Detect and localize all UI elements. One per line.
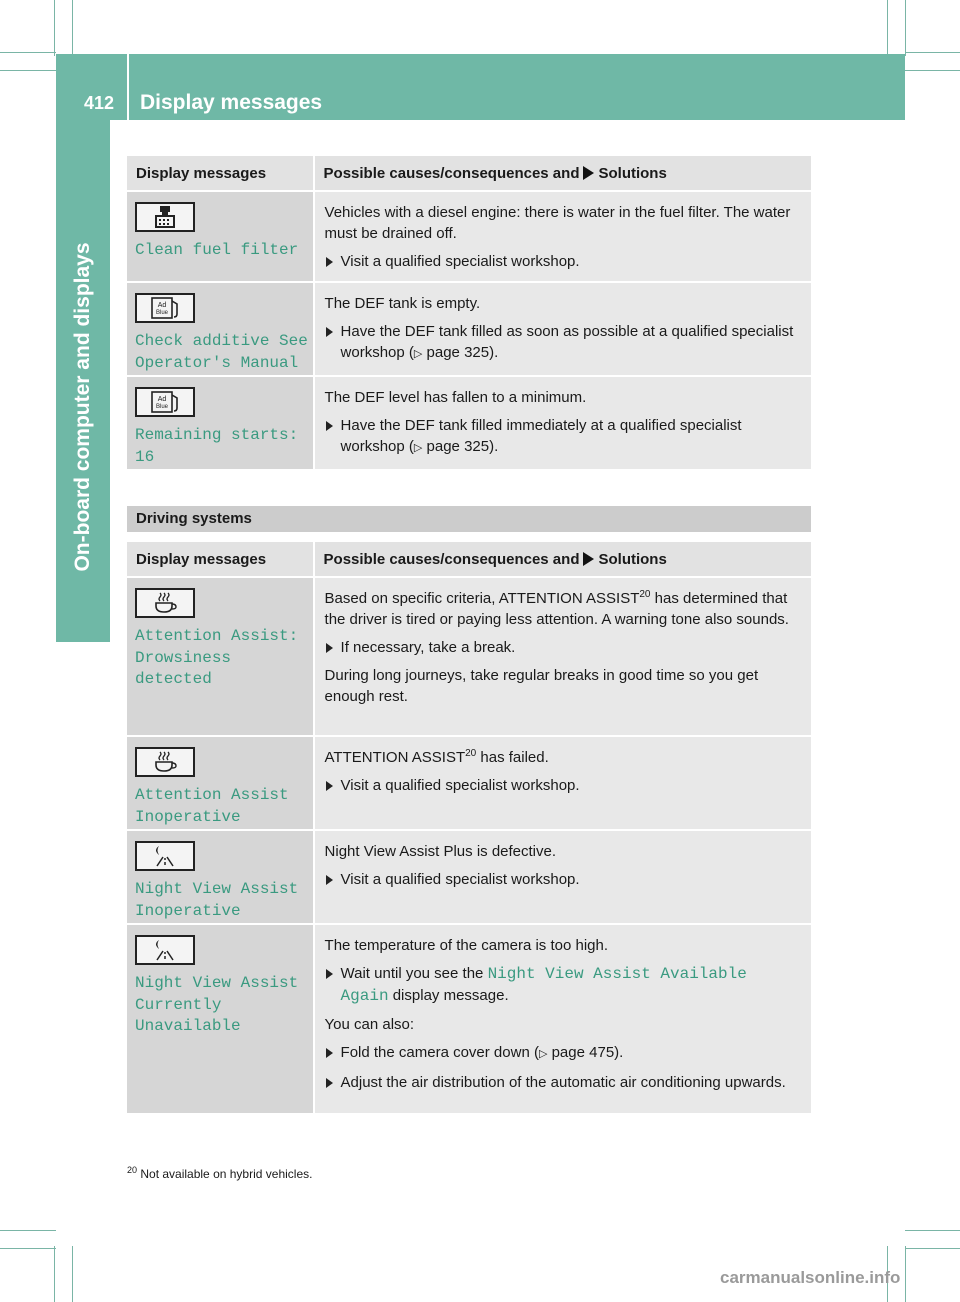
cause-text: [325, 588, 803, 630]
inline-display-message: Night View Assist Available: [487, 965, 747, 983]
crop-mark: [905, 1246, 906, 1302]
adblue-icon-text: Blue: [155, 404, 169, 410]
solution-step: [325, 963, 803, 1007]
footnote-number: 20: [127, 1165, 138, 1175]
crop-mark: [905, 52, 960, 53]
display-message: Currently: [135, 995, 222, 1014]
cause-text: The DEF level has fallen to a minimum.: [324, 389, 587, 406]
page-ref-icon: ▷: [538, 1048, 548, 1060]
fuel-filter-icon: [135, 202, 195, 232]
table-header: [127, 156, 811, 190]
crop-mark: [905, 70, 960, 71]
display-message: Inoperative: [135, 901, 241, 920]
adblue-icon: [135, 387, 195, 417]
solution-cell: [313, 578, 811, 735]
watermark: carmanualsonline.info: [720, 1268, 901, 1287]
arrow-right-icon: [583, 552, 594, 566]
display-message: Drowsiness: [135, 648, 232, 667]
message-cell: [127, 578, 313, 735]
page-ref-icon: ▷: [413, 442, 423, 454]
crop-mark: [54, 1246, 55, 1302]
crop-mark: [905, 1230, 960, 1231]
display-message: 16: [135, 447, 155, 466]
page-number: 412: [84, 93, 115, 113]
crop-mark: [0, 52, 56, 53]
display-message: Inoperative: [135, 807, 241, 826]
page-reference[interactable]: page 325).: [426, 438, 499, 455]
adblue-icon: [135, 293, 195, 323]
solution-step: Visit a qualified specialist workshop.: [325, 869, 803, 890]
crop-mark: [0, 70, 56, 71]
solution-step-text: Wait until you see the: [340, 965, 488, 982]
cause-text: Night View Assist Plus is defective.: [324, 843, 557, 860]
display-message: Attention Assist:: [135, 627, 299, 645]
message-cell: [127, 377, 313, 469]
solution-step: Visit a qualified specialist workshop.: [325, 775, 803, 796]
display-message: Attention Assist: [135, 786, 289, 804]
message-cell: [127, 925, 313, 1113]
display-message: Night View Assist: [135, 974, 299, 992]
cause-text-part: has determined that the driver is tired or paying less attention. A warning tone also sounds.: [324, 590, 789, 628]
column-header-causes-text: Possible causes/consequences and: [323, 550, 580, 568]
cause-text: The temperature of the camera is too high.: [324, 937, 609, 954]
side-tab-label: On-board computer and displays: [71, 242, 94, 572]
solution-step: Visit a qualified specialist workshop.: [325, 251, 803, 272]
adblue-icon-text: Ad: [157, 302, 167, 309]
table-row: [127, 377, 811, 469]
column-header-display-messages: Display messages: [127, 156, 313, 190]
crop-mark: [0, 1248, 56, 1249]
page-title: Display messages: [140, 91, 323, 114]
solution-step: If necessary, take a break.: [325, 637, 803, 658]
column-header-causes: [313, 542, 811, 576]
solution-step-text: Fold the camera cover down (: [340, 1044, 539, 1061]
section-title: Driving systems: [127, 506, 811, 532]
message-cell: [127, 283, 313, 375]
column-header-solutions-text: Solutions: [598, 164, 667, 182]
solution-step: [325, 321, 803, 365]
inline-display-message: Again: [340, 987, 389, 1005]
solution-cell: [313, 283, 811, 375]
display-message: Clean fuel filter: [135, 241, 299, 259]
page-reference[interactable]: page 325).: [426, 344, 499, 361]
message-cell: [127, 831, 313, 923]
column-header-display-messages: Display messages: [127, 542, 313, 576]
advice-text: During long journeys, take regular breaks in good time so you get enough rest.: [324, 667, 759, 705]
display-message: Unavailable: [135, 1017, 241, 1035]
table-row: [127, 831, 811, 923]
table-row: [127, 283, 811, 375]
night-view-icon: [135, 841, 195, 871]
footnote: [127, 1167, 312, 1181]
column-header-solutions-text: Solutions: [598, 550, 667, 568]
column-header-causes-text: Possible causes/consequences and: [323, 164, 580, 182]
table-row: [127, 578, 811, 735]
arrow-right-icon: [583, 166, 594, 180]
header-divider: [127, 54, 129, 120]
display-message: detected: [135, 670, 212, 688]
column-header-causes: [313, 156, 811, 190]
solution-step: [325, 415, 803, 459]
crop-mark: [0, 1230, 56, 1231]
solution-cell: [313, 925, 811, 1113]
table-row: [127, 737, 811, 829]
cause-text: The DEF tank is empty.: [324, 295, 481, 312]
display-message: Check additive See: [135, 332, 308, 350]
advice-text: You can also:: [324, 1016, 415, 1033]
display-message: Operator's Manual: [135, 353, 299, 372]
message-cell: [127, 737, 313, 829]
page-reference[interactable]: page 475).: [551, 1044, 624, 1061]
crop-mark: [72, 1246, 73, 1302]
table-row: [127, 192, 811, 281]
coffee-cup-icon: [135, 747, 195, 777]
solution-step-text: Have the DEF tank filled immediately at a qualified specialist workshop (: [340, 417, 742, 455]
cause-text: Vehicles with a diesel engine: there is water in the fuel filter. The water must be drained off.: [324, 204, 791, 242]
solution-cell: [313, 192, 811, 281]
adblue-icon-text: Blue: [155, 310, 169, 316]
crop-mark: [905, 1248, 960, 1249]
cause-text: [325, 747, 803, 768]
footnote-ref: 20: [639, 589, 651, 600]
table-header: [127, 542, 811, 576]
solution-cell: [313, 737, 811, 829]
adblue-icon-text: Ad: [157, 396, 167, 403]
solution-cell: [313, 377, 811, 469]
message-cell: [127, 192, 313, 281]
cause-text-part: has failed.: [476, 749, 549, 766]
display-message: Night View Assist: [135, 880, 299, 898]
footnote-ref: 20: [465, 748, 477, 759]
solution-step-text: Have the DEF tank filled as soon as possible at a qualified specialist workshop (: [340, 323, 794, 361]
night-view-icon: [135, 935, 195, 965]
driving-systems-table: [127, 540, 811, 1115]
crop-mark: [72, 0, 73, 56]
solution-step-text: display message.: [388, 987, 509, 1004]
crop-mark: [887, 0, 888, 56]
page-ref-icon: ▷: [413, 348, 423, 360]
display-messages-table: [127, 154, 811, 471]
crop-mark: [54, 0, 55, 56]
solution-step: Adjust the air distribution of the automatic air conditioning upwards.: [325, 1072, 803, 1093]
solution-cell: [313, 831, 811, 923]
cause-text-part: Based on specific criteria, ATTENTION ASSIST: [324, 590, 640, 607]
footnote-text: Not available on hybrid vehicles.: [140, 1167, 313, 1181]
cause-text-part: ATTENTION ASSIST: [324, 749, 466, 766]
table-row: [127, 925, 811, 1113]
solution-step: [325, 1042, 803, 1065]
display-message: Remaining starts:: [135, 426, 299, 444]
crop-mark: [905, 0, 906, 56]
coffee-cup-icon: [135, 588, 195, 618]
